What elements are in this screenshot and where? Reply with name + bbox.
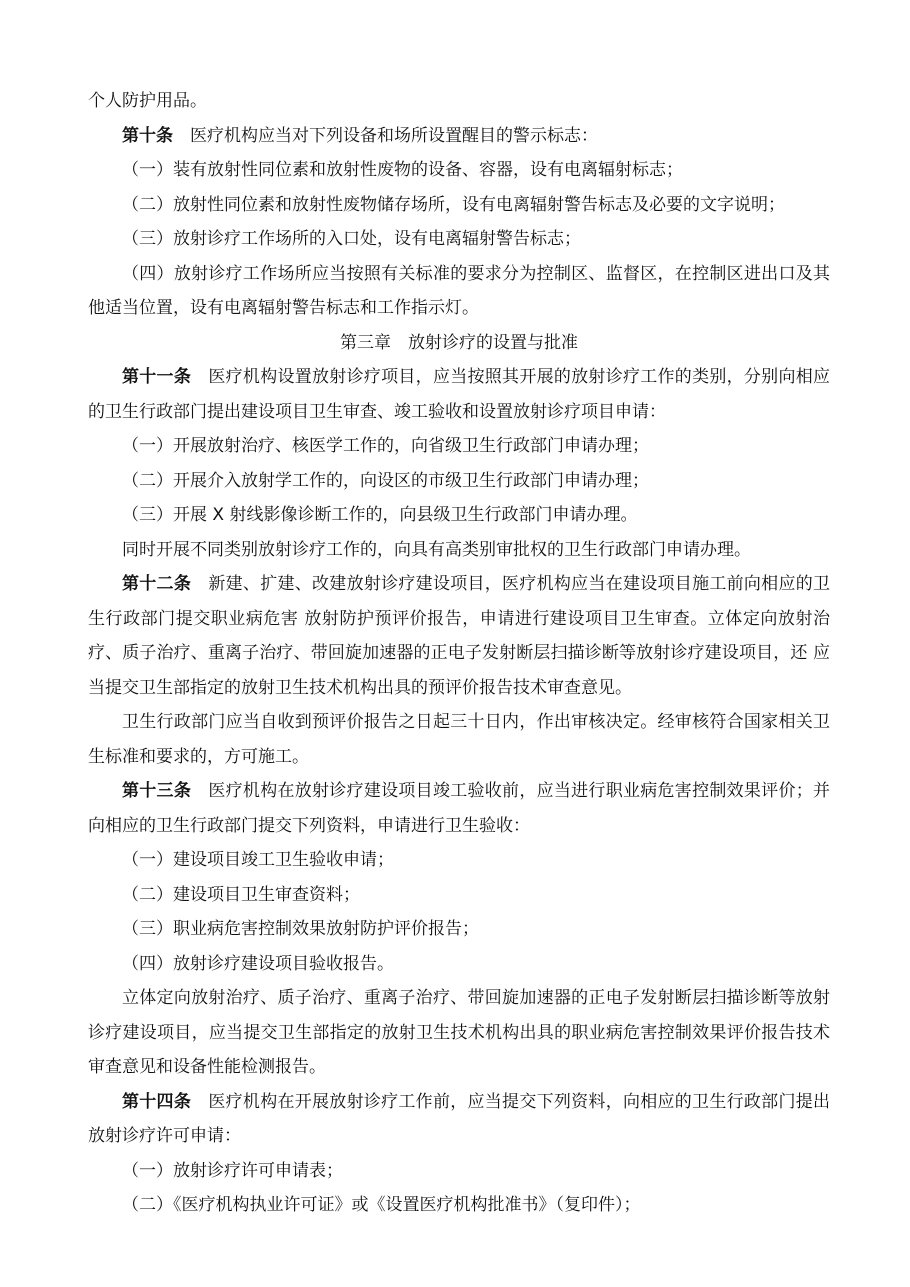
article-10-item-3: （三）放射诊疗工作场所的入口处，设有电离辐射警告标志； <box>122 229 581 249</box>
article-11-paragraph <box>88 360 830 429</box>
lead-line: 个人防护用品。 <box>88 91 207 111</box>
article-11-item-3: （三）开展 X 射线影像诊断工作的，向县级卫生行政部门申请办理。 <box>122 505 638 525</box>
article-14-paragraph <box>88 1085 830 1154</box>
article-12-text: 新建、扩建、改建放射诊疗建设项目，医疗机构应当在建设项目施工前向相应的卫生行政部门提交职业病危害 放射防护预评价报告，申请进行建设项目卫生审查。立体定向放射治疗、质子治疗、重离子治疗、带回旋加速器的正电子发射断层扫描诊断等放射诊疗建设项目，还 应当提交卫生部指定的放射卫生技术机构出具的预评价报告技术审查意见。 <box>88 574 831 698</box>
article-13-paragraph <box>88 774 830 843</box>
article-13-item-4: （四）放射诊疗建设项目验收报告。 <box>122 953 394 974</box>
article-13-text: 医疗机构在放射诊疗建设项目竣工验收前，应当进行职业病危害控制效果评价；并向相应的卫生行政部门提交下列资料，申请进行卫生验收： <box>88 781 831 836</box>
article-10-heading: 第十条 <box>122 125 173 146</box>
article-10-text: 医疗机构应当对下列设备和场所设置醒目的警示标志： <box>190 125 598 146</box>
article-11-item-1: （一）开展放射治疗、核医学工作的，向省级卫生行政部门申请办理； <box>122 436 649 456</box>
article-13-item-1: （一）建设项目竣工卫生验收申请； <box>122 850 394 870</box>
chapter-3-title: 第三章 放射诊疗的设置与批准 <box>340 332 578 353</box>
article-13-item-3: （三）职业病危害控制效果放射防护评价报告； <box>122 919 479 939</box>
document-page <box>88 84 830 1223</box>
article-13-note: 立体定向放射治疗、质子治疗、重离子治疗、带回旋加速器的正电子发射断层扫描诊断等放射诊疗建设项目，应当提交卫生部指定的放射卫生技术机构出具的职业病危害控制效果评价报告技术审查意见和设备性能检测报告。 <box>88 988 830 1077</box>
article-11-heading: 第十一条 <box>122 367 192 387</box>
article-12-paragraph <box>88 567 830 705</box>
article-12-heading: 第十二条 <box>122 574 192 594</box>
article-12-paragraph-2: 卫生行政部门应当自收到预评价报告之日起三十日内，作出审核决定。经审核符合国家相关卫生标准和要求的，方可施工。 <box>88 712 830 767</box>
article-11-note: 同时开展不同类别放射诊疗工作的，向具有高类别审批权的卫生行政部门申请办理。 <box>122 539 751 560</box>
article-13-item-2: （二）建设项目卫生审查资料； <box>122 884 360 905</box>
article-11-item-2: （二）开展介入放射学工作的，向设区的市级卫生行政部门申请办理； <box>122 470 649 491</box>
article-14-item-2: （二）《医疗机构执业许可证》或《设置医疗机构批准书》（复印件）； <box>122 1195 641 1215</box>
article-11-text: 医疗机构设置放射诊疗项目，应当按照其开展的放射诊疗工作的类别，分别向相应的卫生行政部门提出建设项目卫生审查、竣工验收和设置放射诊疗项目申请： <box>88 367 831 422</box>
article-10-item-4: （四）放射诊疗工作场所应当按照有关标准的要求分为控制区、监督区，在控制区进出口及其他适当位置，设有电离辐射警告标志和工作指示灯。 <box>88 263 830 318</box>
article-14-heading: 第十四条 <box>122 1091 192 1112</box>
article-14-item-1: （一）放射诊疗许可申请表； <box>122 1160 343 1181</box>
article-10-item-1: （一）装有放射性同位素和放射性废物的设备、容器，设有电离辐射标志； <box>122 160 683 180</box>
article-14-text: 医疗机构在开展放射诊疗工作前，应当提交下列资料，向相应的卫生行政部门提出放射诊疗许可申请： <box>88 1091 831 1146</box>
article-10-paragraph <box>88 119 830 154</box>
article-10-item-2: （二）放射性同位素和放射性废物储存场所，设有电离辐射警告标志及必要的文字说明； <box>122 194 785 215</box>
article-13-heading: 第十三条 <box>122 781 192 801</box>
